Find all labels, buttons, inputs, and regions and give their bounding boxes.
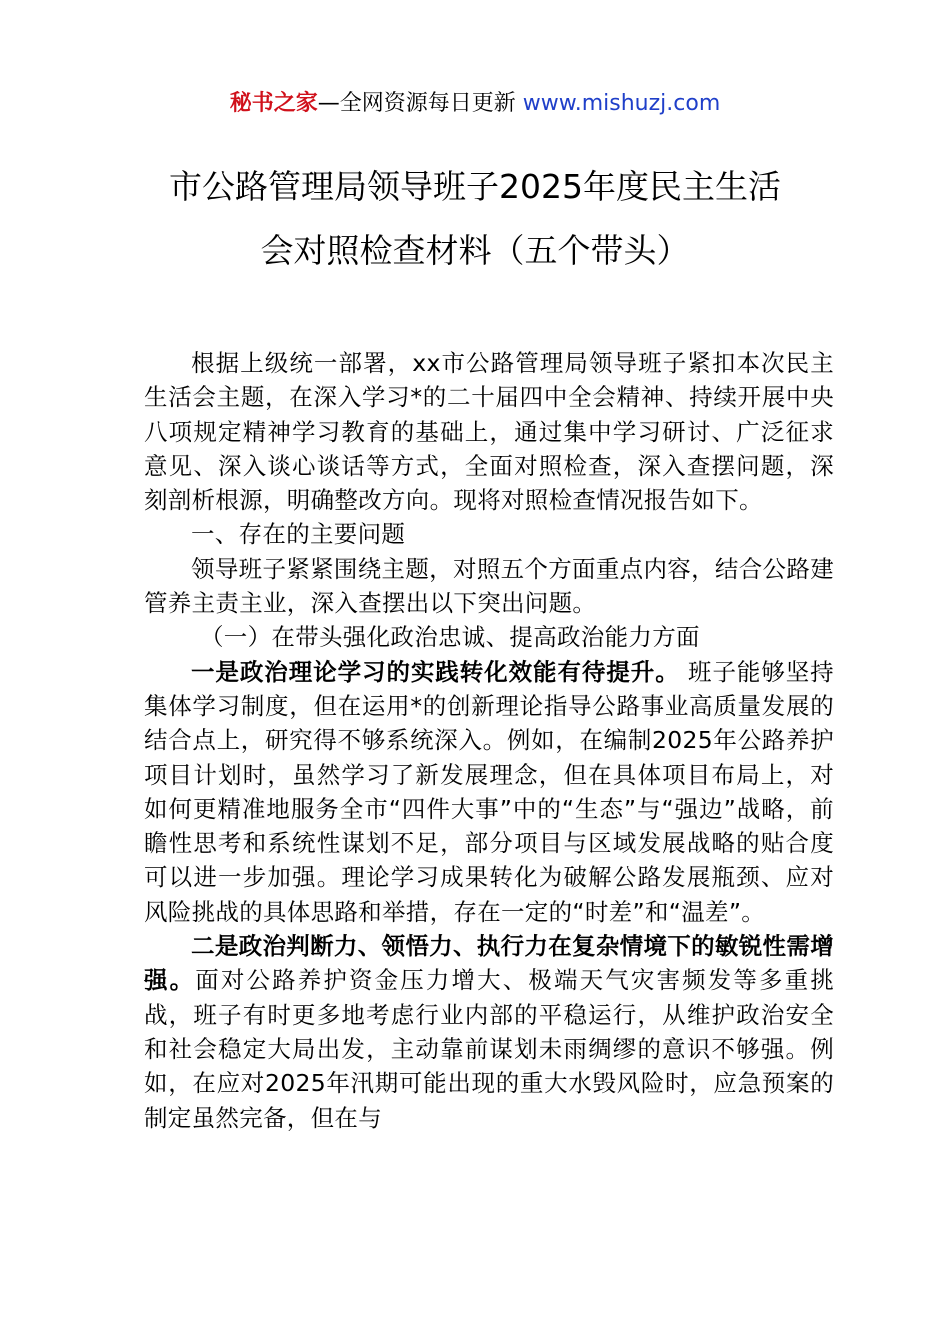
banner-brand: 秘书之家 — [229, 91, 318, 116]
item-2-paragraph — [144, 929, 834, 1135]
item-2-lead: 二是政治判断力、领悟力、执行力在复杂情境下的敏锐性需增强。 — [144, 932, 834, 995]
banner-url-link[interactable]: www.mishuzj.com — [522, 91, 721, 116]
doc-title-line-2: 会对照检查材料（五个带头） — [260, 231, 690, 270]
item-2-text: 面对公路养护资金压力增大、极端天气灾害频发等多重挑战，班子有时更多地考虑行业内部的平稳运行，从维护政治安全和社会稳定大局出发，主动靠前谋划未雨绸缪的意识不够强。例如，在应对2025年汛期可能出现的重大水毁风险时，应急预案的制定虽然完备，但在与 — [144, 966, 834, 1132]
section-intro-paragraph: 领导班子紧紧围绕主题，对照五个方面重点内容，结合公路建管养主责主业，深入查摆出以下突出问题。 — [144, 554, 834, 618]
banner-tagline: —全网资源每日更新 — [317, 91, 516, 116]
item-1-text: 班子能够坚持集体学习制度，但在运用*的创新理论指导公路事业高质量发展的结合点上，研究得不够系统深入。例如，在编制2025年公路养护项目计划时，虽然学习了新发展理念，但在具体项目布局上，对如何更精准地服务全市“四件大事”中的“生态”与“强边”战略，前瞻性思考和系统性谋划不足，部分项目与区域发展战略的贴合度可以进一步加强。理论学习成果转化为破解公路发展瓶颈、应对风险挑战的具体思路和举措，存在一定的“时差”和“温差”。 — [144, 657, 834, 926]
intro-paragraph: 根据上级统一部署，xx市公路管理局领导班子紧扣本次民主生活会主题，在深入学习*的二十届四中全会精神、持续开展中央八项规定精神学习教育的基础上，通过集中学习研讨、广泛征求意见、深入谈心谈话等方式，全面对照检查，深入查摆问题，深刻剖析根源，明确整改方向。现将对照检查情况报告如下。 — [144, 349, 834, 515]
subsection-heading: （一）在带头强化政治忠诚、提高政治能力方面 — [200, 623, 700, 652]
section-heading: 一、存在的主要问题 — [191, 520, 406, 549]
item-1-lead: 一是政治理论学习的实践转化效能有待提升。 — [191, 657, 680, 686]
doc-body — [144, 346, 834, 1135]
site-banner — [0, 86, 950, 122]
item-1-paragraph — [144, 655, 834, 929]
doc-title-line-1: 市公路管理局领导班子2025年度民主生活 — [169, 167, 781, 206]
